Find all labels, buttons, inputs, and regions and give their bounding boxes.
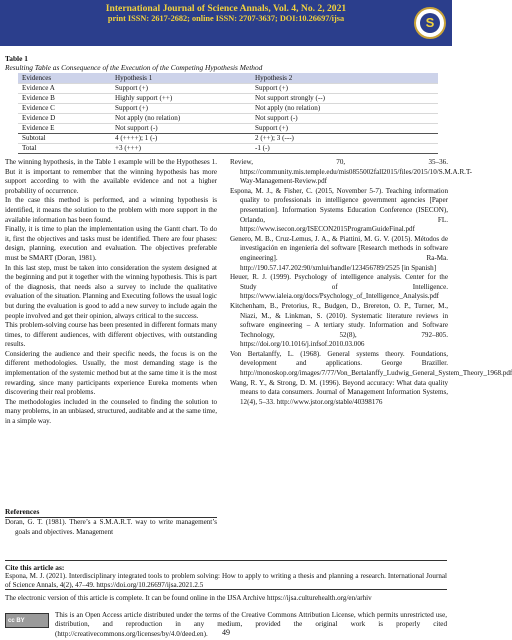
table-subtotal-row bbox=[18, 134, 438, 144]
table-cell: Evidence E bbox=[18, 124, 111, 134]
table-cell: Subtotal bbox=[18, 134, 111, 144]
references-right-column bbox=[230, 158, 512, 407]
reference-item[interactable]: Von Bertalanffy, L. (1968). General systems theory. Foundations, development and applications. George Braziller. http://monoskop.org/images/7/77/Von_Bertalanffy_Ludwig_General_System_Theory_1968.pdf bbox=[230, 349, 512, 378]
body-paragraph: In this last step, must be taken into consideration the system designed at the beginning and put it together with the winning hypothesis. This is part of the diagnosis, that needs also a survey to include the qualitative evaluation of the situation. Planning and Executing follows the usual logic but during the evaluation is good to add a new survey to include again the people involved and get their opinion, always critical to the success. bbox=[5, 263, 217, 320]
table-cell: Evidence C bbox=[18, 104, 111, 114]
reference-item[interactable]: Genero, M. B., Cruz-Lemus, J. A., & Piattini, M. G. V. (2015). Métodos de investigación en ingeniería del software [Research methods in software engineering]. Ra-Ma. http://190.57.147.202:90/xmlui/handle/123456789/2525 [in Spanish] bbox=[230, 234, 448, 272]
body-paragraph: The methodologies included in the counseled to finding the solution to many problems, in an unbiased, structured, auditable and at the same time, in a simple way. bbox=[5, 397, 217, 426]
table-cell: 4 (++++); 1 (-) bbox=[111, 134, 251, 144]
references-heading: References bbox=[5, 507, 40, 516]
journal-logo-icon bbox=[414, 7, 446, 39]
journal-issn: print ISSN: 2617-2682; online ISSN: 2707-3637; DOI:10.26697/ijsa bbox=[107, 14, 345, 23]
table-row bbox=[18, 124, 438, 134]
reference-item[interactable]: Review, 70, 35–36. https://community.mis.temple.edu/mis0855002fall2015/files/2015/10/S.M.A.R.T-Way-Management-Review.pdf bbox=[230, 158, 472, 186]
table-header-row bbox=[18, 73, 438, 84]
reference-item: Doran, G. T. (1981). There’s a S.M.A.R.T. way to write management’s goals and objectives. Management bbox=[5, 518, 217, 536]
references-left bbox=[5, 518, 217, 537]
body-paragraph: The winning hypothesis, in the Table 1 example will be the Hypotheses 1. But it is important to remember that the winning hypothesis has more support according to with the available evidence and not a higher probability of occurrence. bbox=[5, 158, 217, 195]
table-cell: +3 (+++) bbox=[111, 144, 251, 154]
table-cell: Evidence B bbox=[18, 94, 111, 104]
body-paragraph: Finally, it is time to plan the implementation using the Gantt chart. To do it, first the objectives and tasks must be identified. There are four phases: design, planning, execution and evaluation. The objectives preferable must be SMART (Doran, 1981). bbox=[5, 225, 217, 262]
table-cell: Not apply (no relation) bbox=[251, 104, 438, 114]
hypothesis-table bbox=[18, 73, 438, 154]
table-header-cell: Hypothesis 2 bbox=[251, 73, 438, 84]
table-cell: -1 (-) bbox=[251, 144, 438, 154]
table-cell: Support (+) bbox=[251, 124, 438, 134]
table-cell: Not support (-) bbox=[251, 114, 438, 124]
journal-title: International Journal of Science Annals, Vol. 4, No. 2, 2021 bbox=[105, 3, 347, 14]
table-row bbox=[18, 104, 438, 114]
cc-badge-text: cc BY bbox=[8, 618, 25, 624]
table-header-cell: Evidences bbox=[18, 73, 111, 84]
reference-item[interactable]: Wang, R. Y., & Strong, D. M. (1996). Beyond accuracy: What data quality means to data consumers. Journal of Management Information Systems, 12(4), 5–33. http://www.jstor.org/stable/40398176 bbox=[230, 378, 448, 406]
body-left-column bbox=[5, 158, 217, 427]
logo-letter: S bbox=[420, 13, 440, 33]
table-cell: Support (+) bbox=[251, 84, 438, 94]
body-paragraph: Considering the audience and their specific needs, the focus is on the different methodologies. Usually, the most demanding stage is the implementation of the systemic method but at the same time it is the most rewarding, since many participants experience Eureka moments when discovering their real problems. bbox=[5, 349, 217, 397]
table-cell: 2 (++); 3 (---) bbox=[251, 134, 438, 144]
reference-item[interactable]: Esponа, M. J., & Fisher, C. (2015, November 5-7). Teaching information quality to professionals in intelligence government agencies [Paper presentation]. Information Systems Education Conference (ISECON), Orlando, FL. https://www.isecon.org/ISECON2015ProgramGuideFinal.pdf bbox=[230, 186, 448, 234]
table-header-cell: Hypothesis 1 bbox=[111, 73, 251, 84]
reference-item[interactable]: Kitchenham, B., Pretorius, R., Budgen, D., Brereton, O. P., Turner, M., Niazi, M., & Linkman, S. (2010). Systematic literature reviews in software engineering – A tertiary study. Information and Software Technology, 52(8), 792–805. https://doi.org/10.1016/j.infsof.2010.03.006 bbox=[230, 301, 448, 349]
body-paragraph: This problem-solving course has been presented in different formats many times, to different audiences, with different objectives, with outstanding results. bbox=[5, 321, 217, 349]
journal-header bbox=[0, 0, 452, 46]
license-text[interactable]: This is an Open Access article distributed under the terms of the Creative Commons Attribution License, which permits unrestricted use, distribution, and reproduction in any medium, provided the original work is properly cited (http://creativecommons.org/licenses/by/4.0/deed.en). bbox=[55, 611, 447, 638]
table-cell: Evidence D bbox=[18, 114, 111, 124]
table-cell: Support (+) bbox=[111, 84, 251, 94]
cite-heading: Cite this article as: bbox=[5, 563, 65, 572]
table-cell: Not support (-) bbox=[111, 124, 251, 134]
table-row bbox=[18, 84, 438, 94]
cite-text[interactable]: Esponа, M. J. (2021). Interdisciplinary integrated tools to problem solving: How to apply to writing a thesis and planning a research. International Journal of Science Annals, 4(2), 47–49. https://doi.org/10.26697/ijsa.2021.2.5 bbox=[5, 572, 447, 590]
page-number: 49 bbox=[222, 628, 230, 637]
table-cell: Not apply (no relation) bbox=[111, 114, 251, 124]
table-cell: Support (+) bbox=[111, 104, 251, 114]
cite-box bbox=[5, 560, 447, 590]
table-label: Table 1 bbox=[5, 54, 28, 63]
table-row bbox=[18, 114, 438, 124]
table-row bbox=[18, 94, 438, 104]
table-total-row bbox=[18, 144, 438, 154]
reference-item[interactable]: Heuer, R. J. (1999). Psychology of intelligence analysis. Center for the Study of Intelligence. https://www.ialeia.org/docs/Psychology_of_Intelligence_Analysis.pdf bbox=[230, 273, 448, 301]
body-paragraph: In the case this method is performed, and a winning hypothesis is identified, it means the solution to the problem with more support in the available information has been found. bbox=[5, 196, 217, 224]
table-cell: Total bbox=[18, 144, 111, 154]
cc-license-icon[interactable] bbox=[5, 613, 49, 628]
table-cell: Not support strongly (--) bbox=[251, 94, 438, 104]
electronic-version-note[interactable]: The electronic version of this article is complete. It can be found online in the IJSA Archive https://ijsa.culturehealth.org/en/arhiv bbox=[5, 594, 372, 602]
table-cell: Evidence A bbox=[18, 84, 111, 94]
table-cell: Highly support (++) bbox=[111, 94, 251, 104]
table-caption: Resulting Table as Consequence of the Execution of the Competing Hypothesis Method bbox=[5, 63, 263, 72]
